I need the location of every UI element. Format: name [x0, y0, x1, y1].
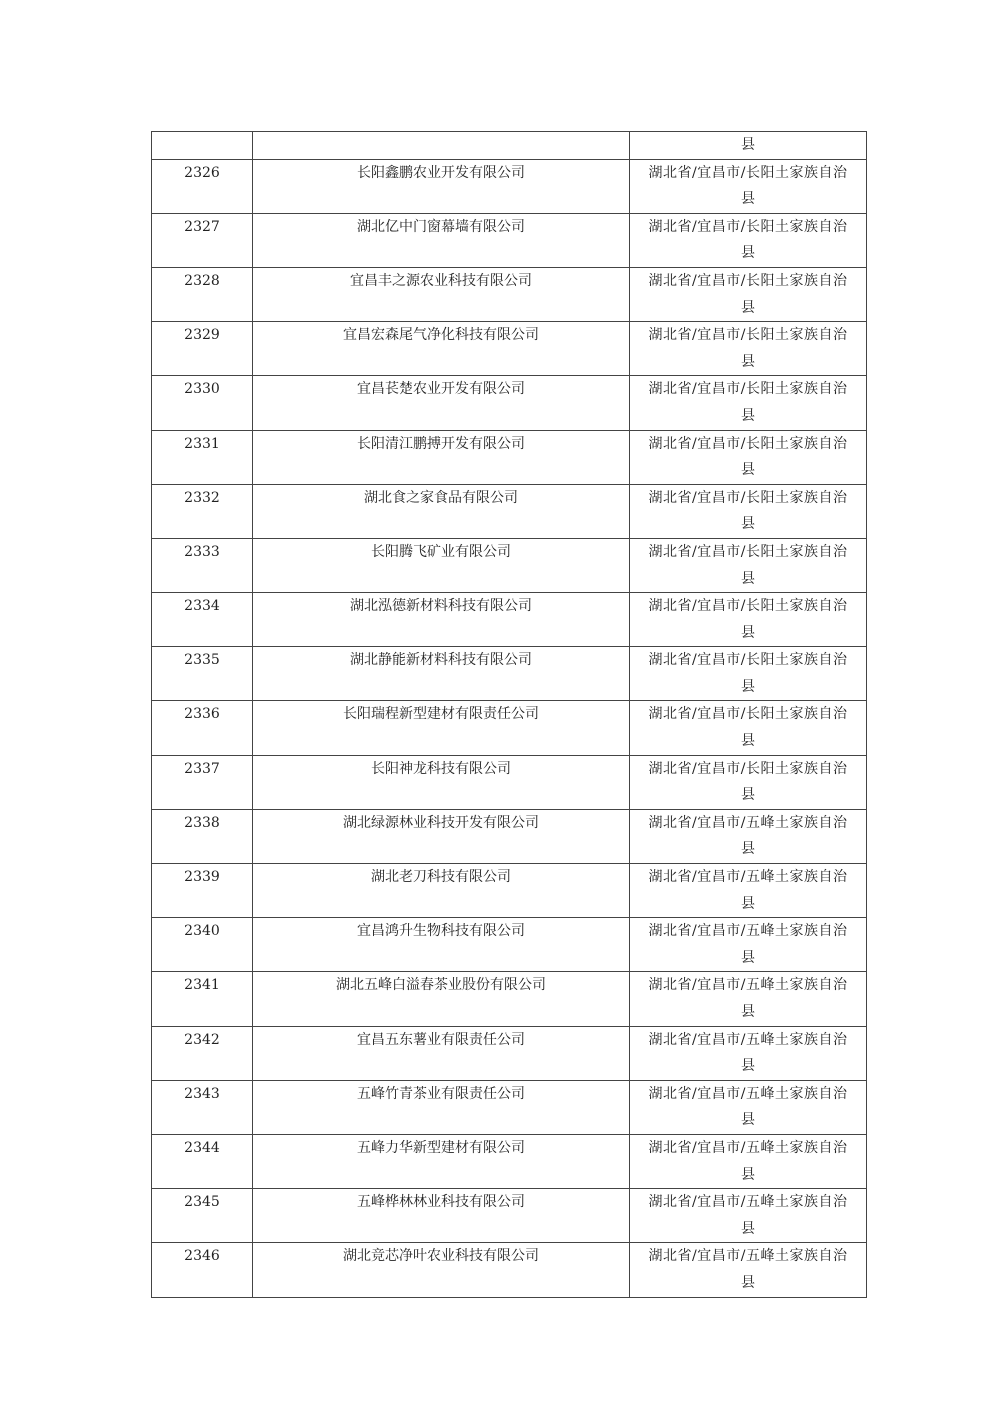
- company-cell: [253, 213, 630, 267]
- number-cell: [152, 864, 253, 918]
- table-row: [152, 755, 867, 809]
- region-line2: 县: [741, 895, 755, 912]
- company-cell: [253, 918, 630, 972]
- number-cell: [152, 1134, 253, 1188]
- row-number: 2326: [184, 164, 220, 181]
- row-number: 2345: [184, 1194, 220, 1211]
- company-name: 宜昌五东薯业有限责任公司: [357, 1031, 525, 1048]
- region-cell: [630, 159, 867, 213]
- number-cell: [152, 538, 253, 592]
- table-row: [152, 267, 867, 321]
- row-number: 2336: [184, 706, 220, 723]
- region-cell: [630, 376, 867, 430]
- region-line2: 县: [741, 1004, 755, 1020]
- company-cell: [253, 1189, 630, 1243]
- row-number: 2329: [184, 327, 220, 344]
- company-cell: [253, 376, 630, 430]
- region-line1: 湖北省/宜昌市/长阳土家族自治: [648, 652, 848, 669]
- row-number: 2330: [184, 381, 220, 398]
- region-line2: 县: [741, 1274, 755, 1291]
- region-line2: 县: [741, 353, 755, 370]
- company-cell: [253, 132, 630, 160]
- row-number: 2346: [184, 1248, 220, 1265]
- company-name: 湖北老刀科技有限公司: [371, 869, 511, 886]
- region-line2: 县: [741, 407, 755, 424]
- company-name: 长阳瑞程新型建材有限责任公司: [343, 706, 539, 723]
- company-cell: [253, 430, 630, 484]
- company-cell: [253, 972, 630, 1026]
- number-cell: [152, 430, 253, 484]
- region-cell: [630, 701, 867, 755]
- row-number: 2328: [184, 272, 220, 289]
- company-name: 宜昌丰之源农业科技有限公司: [350, 272, 532, 289]
- company-list-table: [151, 131, 867, 1298]
- continuation-row: [152, 132, 867, 160]
- region-line2: 县: [741, 191, 755, 208]
- number-cell: [152, 159, 253, 213]
- region-cell: [630, 918, 867, 972]
- region-line2: 县: [741, 462, 755, 479]
- region-cell: [630, 972, 867, 1026]
- region-cell: [630, 538, 867, 592]
- company-cell: [253, 267, 630, 321]
- company-name: 湖北亿中门窗幕墙有限公司: [357, 218, 525, 235]
- table-row: [152, 484, 867, 538]
- region-line1: 湖北省/宜昌市/长阳土家族自治: [648, 706, 848, 723]
- number-cell: [152, 1080, 253, 1134]
- table-row: [152, 647, 867, 701]
- company-name: 五峰力华新型建材有限公司: [357, 1139, 525, 1156]
- number-cell: [152, 755, 253, 809]
- number-cell: [152, 1189, 253, 1243]
- company-name: 长阳清江鹏搏开发有限公司: [357, 435, 525, 452]
- table-row: [152, 1026, 867, 1080]
- number-cell: [152, 593, 253, 647]
- row-number: 2340: [184, 923, 220, 940]
- table-row: [152, 213, 867, 267]
- company-name: 宜昌苌楚农业开发有限公司: [357, 381, 525, 398]
- company-cell: [253, 1026, 630, 1080]
- region-line2: 县: [741, 787, 755, 804]
- company-cell: [253, 1134, 630, 1188]
- company-name: 长阳神龙科技有限公司: [371, 760, 511, 777]
- number-cell: [152, 213, 253, 267]
- row-number: 2339: [184, 869, 220, 886]
- region-line2: 县: [741, 733, 755, 750]
- region-cell: [630, 430, 867, 484]
- region-line1: 湖北省/宜昌市/五峰土家族自治: [648, 923, 848, 940]
- region-line1: 湖北省/宜昌市/五峰土家族自治: [648, 1085, 848, 1102]
- region-cell: [630, 1080, 867, 1134]
- number-cell: [152, 972, 253, 1026]
- region-line1: 湖北省/宜昌市/五峰土家族自治: [648, 1248, 848, 1265]
- region-cell: [630, 132, 867, 160]
- region-text: 县: [741, 137, 755, 153]
- row-number: 2327: [184, 218, 220, 235]
- number-cell: [152, 267, 253, 321]
- region-line2: 县: [741, 678, 755, 695]
- region-cell: [630, 1026, 867, 1080]
- row-number: 2331: [184, 435, 220, 452]
- company-cell: [253, 159, 630, 213]
- company-cell: [253, 538, 630, 592]
- company-cell: [253, 322, 630, 376]
- region-line2: 县: [741, 949, 755, 966]
- region-cell: [630, 593, 867, 647]
- region-line1: 湖北省/宜昌市/长阳土家族自治: [648, 218, 848, 235]
- table-row: [152, 593, 867, 647]
- region-line1: 湖北省/宜昌市/长阳土家族自治: [648, 489, 848, 506]
- row-number: 2334: [184, 598, 220, 615]
- table-row: [152, 1189, 867, 1243]
- table-row: [152, 701, 867, 755]
- company-cell: [253, 755, 630, 809]
- region-cell: [630, 647, 867, 701]
- region-cell: [630, 267, 867, 321]
- table-body: [152, 132, 867, 1298]
- region-line2: 县: [741, 1112, 755, 1129]
- region-cell: [630, 484, 867, 538]
- table-row: [152, 1134, 867, 1188]
- region-cell: [630, 213, 867, 267]
- region-cell: [630, 755, 867, 809]
- company-name: 湖北五峰白溢春茶业股份有限公司: [336, 977, 546, 994]
- table-row: [152, 322, 867, 376]
- region-cell: [630, 864, 867, 918]
- company-cell: [253, 1080, 630, 1134]
- number-cell: [152, 809, 253, 863]
- region-line1: 湖北省/宜昌市/五峰土家族自治: [648, 977, 848, 994]
- number-cell: [152, 1243, 253, 1297]
- company-cell: [253, 701, 630, 755]
- region-line1: 湖北省/宜昌市/长阳土家族自治: [648, 164, 848, 181]
- row-number: 2343: [184, 1085, 220, 1102]
- region-line2: 县: [741, 624, 755, 641]
- company-name: 长阳鑫鹏农业开发有限公司: [357, 164, 525, 181]
- region-line1: 湖北省/宜昌市/长阳土家族自治: [648, 272, 848, 289]
- number-cell: [152, 132, 253, 160]
- region-line1: 湖北省/宜昌市/长阳土家族自治: [648, 381, 848, 398]
- table-row: [152, 1243, 867, 1297]
- region-cell: [630, 322, 867, 376]
- region-cell: [630, 1189, 867, 1243]
- table-row: [152, 1080, 867, 1134]
- region-line2: 县: [741, 841, 755, 858]
- company-cell: [253, 647, 630, 701]
- region-line1: 湖北省/宜昌市/长阳土家族自治: [648, 435, 848, 452]
- row-number: 2341: [184, 977, 220, 994]
- row-number: 2337: [184, 760, 220, 777]
- company-name: 湖北绿源林业科技开发有限公司: [343, 814, 539, 831]
- number-cell: [152, 376, 253, 430]
- region-cell: [630, 1134, 867, 1188]
- number-cell: [152, 1026, 253, 1080]
- region-line2: 县: [741, 245, 755, 262]
- region-line1: 湖北省/宜昌市/长阳土家族自治: [648, 760, 848, 777]
- company-cell: [253, 484, 630, 538]
- region-cell: [630, 1243, 867, 1297]
- region-line2: 县: [741, 299, 755, 316]
- company-cell: [253, 809, 630, 863]
- company-name: 湖北食之家食品有限公司: [364, 489, 518, 506]
- table-row: [152, 972, 867, 1026]
- region-line2: 县: [741, 1058, 755, 1075]
- table-row: [152, 918, 867, 972]
- company-name: 五峰桦林林业科技有限公司: [357, 1194, 525, 1211]
- table-row: [152, 430, 867, 484]
- region-line1: 湖北省/宜昌市/五峰土家族自治: [648, 869, 848, 886]
- company-name: 宜昌鸿升生物科技有限公司: [357, 923, 525, 940]
- table-row: [152, 809, 867, 863]
- region-line2: 县: [741, 570, 755, 587]
- region-line1: 湖北省/宜昌市/五峰土家族自治: [648, 1031, 848, 1048]
- table-row: [152, 538, 867, 592]
- row-number: 2335: [184, 652, 220, 669]
- company-name: 湖北泓德新材料科技有限公司: [350, 598, 532, 615]
- number-cell: [152, 701, 253, 755]
- number-cell: [152, 918, 253, 972]
- region-line2: 县: [741, 516, 755, 533]
- row-number: 2338: [184, 814, 220, 831]
- region-cell: [630, 809, 867, 863]
- company-cell: [253, 864, 630, 918]
- row-number: 2344: [184, 1139, 220, 1156]
- company-cell: [253, 1243, 630, 1297]
- company-cell: [253, 593, 630, 647]
- table-row: [152, 159, 867, 213]
- company-name: 五峰竹青茶业有限责任公司: [357, 1085, 525, 1102]
- number-cell: [152, 647, 253, 701]
- region-line1: 湖北省/宜昌市/五峰土家族自治: [648, 1139, 848, 1156]
- company-name: 湖北竞芯净叶农业科技有限公司: [343, 1248, 539, 1265]
- company-name: 宜昌宏森尾气净化科技有限公司: [343, 327, 539, 344]
- region-line1: 湖北省/宜昌市/长阳土家族自治: [648, 327, 848, 344]
- region-line2: 县: [741, 1166, 755, 1183]
- row-number: 2342: [184, 1031, 220, 1048]
- region-line1: 湖北省/宜昌市/五峰土家族自治: [648, 814, 848, 831]
- table-row: [152, 864, 867, 918]
- region-line1: 湖北省/宜昌市/长阳土家族自治: [648, 543, 848, 560]
- company-name: 长阳腾飞矿业有限公司: [371, 543, 511, 560]
- table-row: [152, 376, 867, 430]
- region-line1: 湖北省/宜昌市/五峰土家族自治: [648, 1194, 848, 1211]
- number-cell: [152, 322, 253, 376]
- row-number: 2333: [184, 543, 220, 560]
- company-name: 湖北静能新材料科技有限公司: [350, 652, 532, 669]
- region-line1: 湖北省/宜昌市/长阳土家族自治: [648, 598, 848, 615]
- row-number: 2332: [184, 489, 220, 506]
- number-cell: [152, 484, 253, 538]
- region-line2: 县: [741, 1220, 755, 1237]
